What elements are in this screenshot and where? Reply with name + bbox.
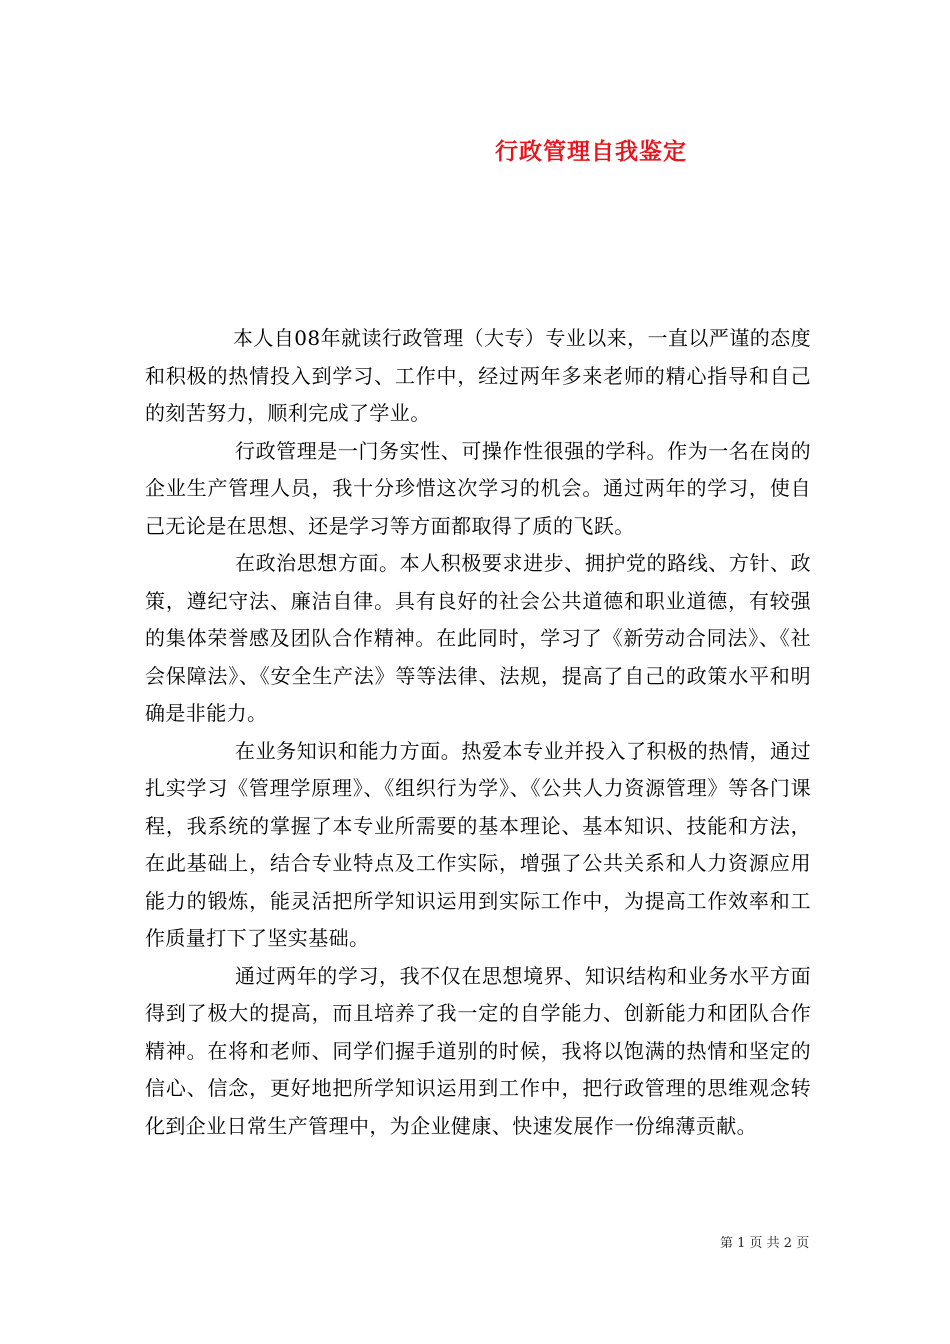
- paragraph-2: 行政管理是一门务实性、可操作性很强的学科。作为一名在岗的企业生产管理人员，我十分珍惜这次学习的机会。通过两年的学习，使自己无论是在思想、还是学习等方面都取得了质的飞跃。: [145, 438, 811, 538]
- paragraph-1: 本人自08年就读行政管理（大专）专业以来，一直以严谨的态度和积极的热情投入到学习、工作中，经过两年多来老师的精心指导和自己的刻苦努力，顺利完成了学业。: [145, 326, 811, 425]
- paragraph-4: 在业务知识和能力方面。热爱本专业并投入了积极的热情，通过扎实学习《管理学原理》、《组织行为学》、《公共人力资源管理》等各门课程，我系统的掌握了本专业所需要的基本理论、基本知识、技能和方法，在此基础上，结合专业特点及工作实际，增强了公共关系和人力资源应用能力的锻炼，能灵活把所学知识运用到实际工作中，为提高工作效率和工作质量打下了坚实基础。: [145, 738, 811, 950]
- paragraph-5: 通过两年的学习，我不仅在思想境界、知识结构和业务水平方面得到了极大的提高，而且培养了我一定的自学能力、创新能力和团队合作精神。在将和老师、同学们握手道别的时候，我将以饱满的热情和坚定的信心、信念，更好地把所学知识运用到工作中，把行政管理的思维观念转化到企业日常生产管理中，为企业健康、快速发展作一份绵薄贡献。: [145, 963, 811, 1138]
- document-title: 行政管理自我鉴定: [495, 138, 687, 165]
- document-body: [145, 320, 811, 1145]
- paragraph-3: 在政治思想方面。本人积极要求进步、拥护党的路线、方针、政策，遵纪守法、廉洁自律。具有良好的社会公共道德和职业道德，有较强的集体荣誉感及团队合作精神。在此同时，学习了《新劳动合同法》、《社会保障法》、《安全生产法》等等法律、法规，提高了自己的政策水平和明确是非能力。: [145, 551, 811, 725]
- page-number-footer: 第 1 页 共 2 页: [720, 1236, 810, 1251]
